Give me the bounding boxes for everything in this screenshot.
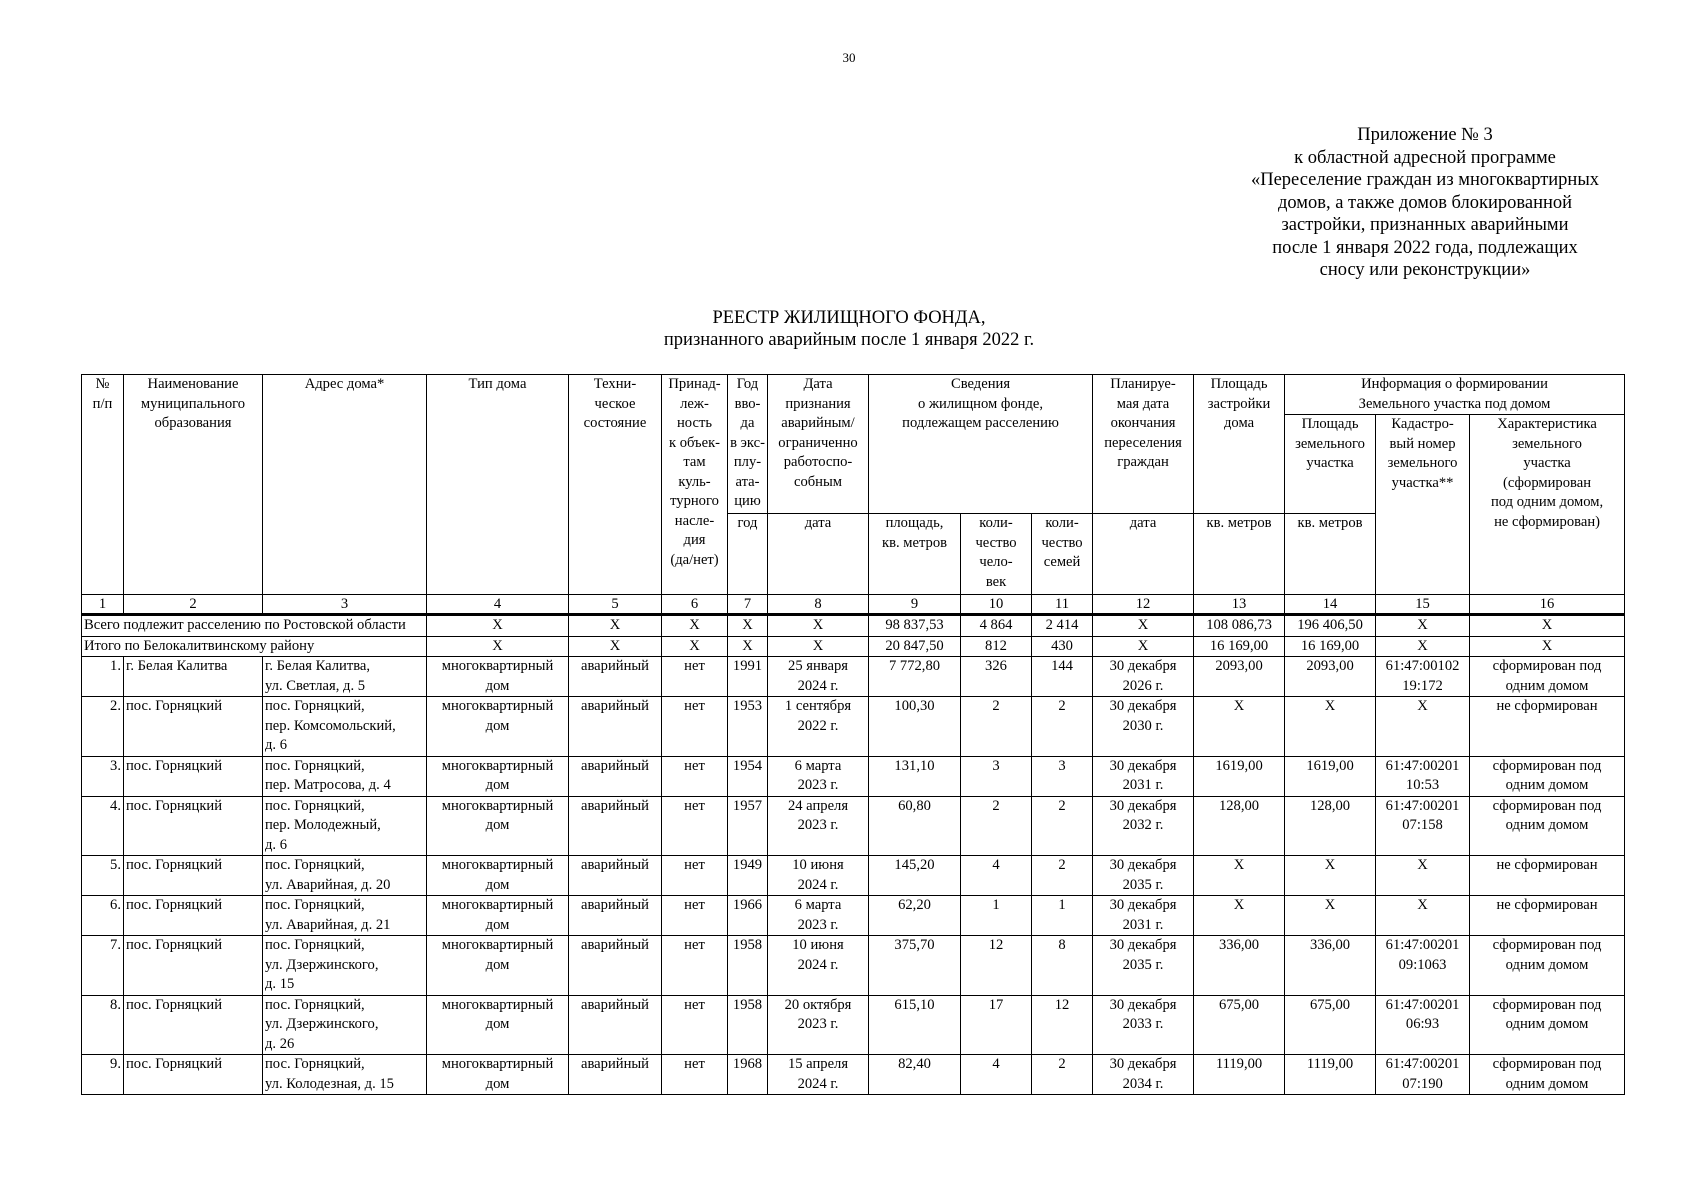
families-cell: 144 [1032,657,1093,697]
total-cell: Х [728,615,768,637]
row-number-cell: 3. [82,756,124,796]
cadastral-number-cell: Х [1376,697,1470,757]
total-cell: 430 [1032,636,1093,657]
heritage-cell: нет [662,756,728,796]
building-area-cell: 2093,00 [1194,657,1285,697]
column-number: 15 [1376,595,1470,615]
municipality-cell: пос. Горняцкий [124,856,263,896]
total-row [82,615,1625,637]
column-number-row [82,595,1625,615]
land-characteristic-cell: сформирован под одним домом [1470,1055,1625,1095]
column-number: 4 [427,595,569,615]
emergency-date-cell: 6 марта 2023 г. [768,896,869,936]
house-type-cell: многоквартирный дом [427,657,569,697]
column-number: 8 [768,595,869,615]
people-cell: 1 [961,896,1032,936]
resettlement-date-cell: 30 декабря 2035 г. [1093,936,1194,996]
housing-registry-table [81,374,1625,1095]
column-number: 16 [1470,595,1625,615]
row-number-cell: 4. [82,796,124,856]
total-cell: 98 837,53 [869,615,961,637]
resettlement-date-cell: 30 декабря 2032 г. [1093,796,1194,856]
header-municipality: Наименование муниципального образования [124,375,263,595]
total-cell: 812 [961,636,1032,657]
total-cell: Х [569,636,662,657]
resettlement-date-cell: 30 декабря 2031 г. [1093,756,1194,796]
cadastral-number-cell: 61:47:00201 10:53 [1376,756,1470,796]
heritage-cell: нет [662,995,728,1055]
total-cell: Х [1470,615,1625,637]
total-cell: 4 864 [961,615,1032,637]
condition-cell: аварийный [569,796,662,856]
families-cell: 12 [1032,995,1093,1055]
header-cadastral-number: Кадастро- вый номер земельного участка** [1376,415,1470,595]
header-unit-date: дата [768,514,869,595]
building-area-cell: Х [1194,856,1285,896]
municipality-cell: пос. Горняцкий [124,936,263,996]
land-area-cell: 675,00 [1285,995,1376,1055]
area-cell: 7 772,80 [869,657,961,697]
land-characteristic-cell: сформирован под одним домом [1470,756,1625,796]
municipality-cell: пос. Горняцкий [124,1055,263,1095]
column-number: 1 [82,595,124,615]
area-cell: 60,80 [869,796,961,856]
address-cell: пос. Горняцкий, пер. Молодежный, д. 6 [263,796,427,856]
land-area-cell: Х [1285,896,1376,936]
families-cell: 2 [1032,796,1093,856]
total-cell: Х [662,615,728,637]
families-cell: 8 [1032,936,1093,996]
appendix-line: к областной адресной программе [1294,147,1556,168]
header-number: № п/п [82,375,124,595]
row-number-cell: 5. [82,856,124,896]
header-year-built: Год вво- да в экс- плу- ата- цию [728,375,768,514]
appendix-line: «Переселение граждан из многоквартирных [1250,170,1600,190]
resettlement-date-cell: 30 декабря 2034 г. [1093,1055,1194,1095]
area-cell: 62,20 [869,896,961,936]
families-cell: 2 [1032,1055,1093,1095]
address-cell: пос. Горняцкий, ул. Дзержинского, д. 26 [263,995,427,1055]
address-cell: пос. Горняцкий, ул. Колодезная, д. 15 [263,1055,427,1095]
year-built-cell: 1991 [728,657,768,697]
municipality-cell: г. Белая Калитва [124,657,263,697]
appendix-line: после 1 января 2022 года, подлежащих [1272,237,1578,258]
resettlement-date-cell: 30 декабря 2026 г. [1093,657,1194,697]
heritage-cell: нет [662,896,728,936]
building-area-cell: Х [1194,697,1285,757]
heritage-cell: нет [662,697,728,757]
land-area-cell: Х [1285,856,1376,896]
total-cell: Х [569,615,662,637]
document-title-line1: РЕЕСТР ЖИЛИЩНОГО ФОНДА, [712,308,986,328]
total-cell: Х [427,636,569,657]
header-emergency-date: Дата признания аварийным/ ограниченно работоспо- собным [768,375,869,514]
year-built-cell: 1953 [728,697,768,757]
land-area-cell: 1119,00 [1285,1055,1376,1095]
appendix-line: Приложение № 3 [1357,125,1493,145]
condition-cell: аварийный [569,856,662,896]
land-characteristic-cell: сформирован под одним домом [1470,936,1625,996]
header-people: коли- чество чело- век [961,514,1032,595]
table-row [82,1055,1625,1095]
cadastral-number-cell: 61:47:00201 06:93 [1376,995,1470,1055]
municipality-cell: пос. Горняцкий [124,995,263,1055]
total-cell: 16 169,00 [1194,636,1285,657]
appendix-line: домов, а также домов блокированной [1277,192,1573,213]
total-cell: Х [427,615,569,637]
header-families: коли- чество семей [1032,514,1093,595]
year-built-cell: 1958 [728,936,768,996]
year-built-cell: 1949 [728,856,768,896]
condition-cell: аварийный [569,995,662,1055]
address-cell: пос. Горняцкий, ул. Аварийная, д. 21 [263,896,427,936]
municipality-cell: пос. Горняцкий [124,756,263,796]
people-cell: 4 [961,856,1032,896]
total-cell: 16 169,00 [1285,636,1376,657]
total-cell: Х [1376,615,1470,637]
people-cell: 12 [961,936,1032,996]
address-cell: пос. Горняцкий, ул. Дзержинского, д. 15 [263,936,427,996]
table-row [82,856,1625,896]
cadastral-number-cell: 61:47:00102 19:172 [1376,657,1470,697]
total-cell: Х [1093,636,1194,657]
header-land-characteristic: Характеристика земельного участка (сформирован под одним домом, не сформирован) [1470,415,1625,595]
condition-cell: аварийный [569,1055,662,1095]
house-type-cell: многоквартирный дом [427,995,569,1055]
column-number: 6 [662,595,728,615]
heritage-cell: нет [662,856,728,896]
header-land-area: Площадь земельного участка [1285,415,1376,514]
building-area-cell: 336,00 [1194,936,1285,996]
table-row [82,756,1625,796]
house-type-cell: многоквартирный дом [427,936,569,996]
people-cell: 17 [961,995,1032,1055]
header-resettlement-date: Планируе- мая дата окончания переселения граждан [1093,375,1194,514]
column-number: 9 [869,595,961,615]
row-number-cell: 7. [82,936,124,996]
families-cell: 1 [1032,896,1093,936]
table-row [82,896,1625,936]
address-cell: г. Белая Калитва, ул. Светлая, д. 5 [263,657,427,697]
column-number: 11 [1032,595,1093,615]
column-number: 10 [961,595,1032,615]
land-area-cell: 1619,00 [1285,756,1376,796]
families-cell: 3 [1032,756,1093,796]
resettlement-date-cell: 30 декабря 2031 г. [1093,896,1194,936]
total-cell: 2 414 [1032,615,1093,637]
header-building-area: Площадь застройки дома [1194,375,1285,514]
cadastral-number-cell: Х [1376,896,1470,936]
total-cell: 196 406,50 [1285,615,1376,637]
table-row [82,657,1625,697]
row-number-cell: 2. [82,697,124,757]
row-number-cell: 8. [82,995,124,1055]
table-row [82,995,1625,1055]
total-row [82,636,1625,657]
municipality-cell: пос. Горняцкий [124,697,263,757]
total-cell: Х [1376,636,1470,657]
year-built-cell: 1954 [728,756,768,796]
total-cell: 108 086,73 [1194,615,1285,637]
people-cell: 326 [961,657,1032,697]
area-cell: 375,70 [869,936,961,996]
condition-cell: аварийный [569,936,662,996]
condition-cell: аварийный [569,657,662,697]
header-condition: Техни- ческое состояние [569,375,662,595]
total-cell: Х [662,636,728,657]
house-type-cell: многоквартирный дом [427,896,569,936]
table-row [82,697,1625,757]
total-label: Итого по Белокалитвинскому району [82,636,427,657]
house-type-cell: многоквартирный дом [427,756,569,796]
heritage-cell: нет [662,1055,728,1095]
cadastral-number-cell: 61:47:00201 09:1063 [1376,936,1470,996]
condition-cell: аварийный [569,697,662,757]
cadastral-number-cell: 61:47:00201 07:190 [1376,1055,1470,1095]
year-built-cell: 1968 [728,1055,768,1095]
building-area-cell: Х [1194,896,1285,936]
municipality-cell: пос. Горняцкий [124,896,263,936]
land-characteristic-cell: сформирован под одним домом [1470,796,1625,856]
building-area-cell: 1119,00 [1194,1055,1285,1095]
appendix-line: сносу или реконструкции» [1319,260,1531,280]
land-area-cell: Х [1285,697,1376,757]
header-area: площадь, кв. метров [869,514,961,595]
table-row [82,796,1625,856]
condition-cell: аварийный [569,756,662,796]
area-cell: 82,40 [869,1055,961,1095]
header-address: Адрес дома* [263,375,427,595]
document-title-line2: признанного аварийным после 1 января 2022 г. [663,330,1035,350]
document-title [0,307,1698,351]
building-area-cell: 1619,00 [1194,756,1285,796]
area-cell: 131,10 [869,756,961,796]
year-built-cell: 1957 [728,796,768,856]
address-cell: пос. Горняцкий, пер. Матросова, д. 4 [263,756,427,796]
header-housing-info: Сведения о жилищном фонде, подлежащем расселению [869,375,1093,514]
land-characteristic-cell: сформирован под одним домом [1470,995,1625,1055]
total-cell: 20 847,50 [869,636,961,657]
emergency-date-cell: 24 апреля 2023 г. [768,796,869,856]
total-cell: Х [1470,636,1625,657]
heritage-cell: нет [662,936,728,996]
heritage-cell: нет [662,657,728,697]
year-built-cell: 1966 [728,896,768,936]
total-cell: Х [1093,615,1194,637]
total-label: Всего подлежит расселению по Ростовской области [82,615,427,637]
emergency-date-cell: 10 июня 2024 г. [768,936,869,996]
year-built-cell: 1958 [728,995,768,1055]
header-unit-year: год [728,514,768,595]
land-characteristic-cell: не сформирован [1470,896,1625,936]
column-number: 12 [1093,595,1194,615]
address-cell: пос. Горняцкий, ул. Аварийная, д. 20 [263,856,427,896]
heritage-cell: нет [662,796,728,856]
emergency-date-cell: 1 сентября 2022 г. [768,697,869,757]
total-cell: Х [768,636,869,657]
page-number: 30 [842,50,856,65]
emergency-date-cell: 25 января 2024 г. [768,657,869,697]
column-number: 3 [263,595,427,615]
people-cell: 4 [961,1055,1032,1095]
header-land-info: Информация о формировании Земельного участка под домом [1285,375,1625,415]
row-number-cell: 1. [82,657,124,697]
land-characteristic-cell: не сформирован [1470,856,1625,896]
area-cell: 615,10 [869,995,961,1055]
column-number: 2 [124,595,263,615]
emergency-date-cell: 20 октября 2023 г. [768,995,869,1055]
total-cell: Х [768,615,869,637]
column-number: 14 [1285,595,1376,615]
row-number-cell: 6. [82,896,124,936]
total-cell: Х [728,636,768,657]
municipality-cell: пос. Горняцкий [124,796,263,856]
house-type-cell: многоквартирный дом [427,697,569,757]
appendix-line: застройки, признанных аварийными [1281,215,1569,235]
area-cell: 145,20 [869,856,961,896]
resettlement-date-cell: 30 декабря 2030 г. [1093,697,1194,757]
emergency-date-cell: 10 июня 2024 г. [768,856,869,896]
building-area-cell: 128,00 [1194,796,1285,856]
table-row [82,936,1625,996]
row-number-cell: 9. [82,1055,124,1095]
header-unit-sqm: кв. метров [1194,514,1285,595]
house-type-cell: многоквартирный дом [427,1055,569,1095]
emergency-date-cell: 6 марта 2023 г. [768,756,869,796]
house-type-cell: многоквартирный дом [427,796,569,856]
header-heritage: Принад- леж- ность к объек- там куль- турного насле- дия (да/нет) [662,375,728,595]
land-area-cell: 2093,00 [1285,657,1376,697]
emergency-date-cell: 15 апреля 2024 г. [768,1055,869,1095]
header-unit-sqm: кв. метров [1285,514,1376,595]
cadastral-number-cell: Х [1376,856,1470,896]
building-area-cell: 675,00 [1194,995,1285,1055]
land-area-cell: 128,00 [1285,796,1376,856]
people-cell: 2 [961,697,1032,757]
header-house-type: Тип дома [427,375,569,595]
column-number: 7 [728,595,768,615]
column-number: 13 [1194,595,1285,615]
address-cell: пос. Горняцкий, пер. Комсомольский, д. 6 [263,697,427,757]
cadastral-number-cell: 61:47:00201 07:158 [1376,796,1470,856]
land-characteristic-cell: сформирован под одним домом [1470,657,1625,697]
land-area-cell: 336,00 [1285,936,1376,996]
families-cell: 2 [1032,697,1093,757]
house-type-cell: многоквартирный дом [427,856,569,896]
resettlement-date-cell: 30 декабря 2033 г. [1093,995,1194,1055]
land-characteristic-cell: не сформирован [1470,697,1625,757]
column-number: 5 [569,595,662,615]
families-cell: 2 [1032,856,1093,896]
appendix-caption [1225,124,1625,282]
people-cell: 2 [961,796,1032,856]
people-cell: 3 [961,756,1032,796]
resettlement-date-cell: 30 декабря 2035 г. [1093,856,1194,896]
area-cell: 100,30 [869,697,961,757]
header-unit-date: дата [1093,514,1194,595]
condition-cell: аварийный [569,896,662,936]
